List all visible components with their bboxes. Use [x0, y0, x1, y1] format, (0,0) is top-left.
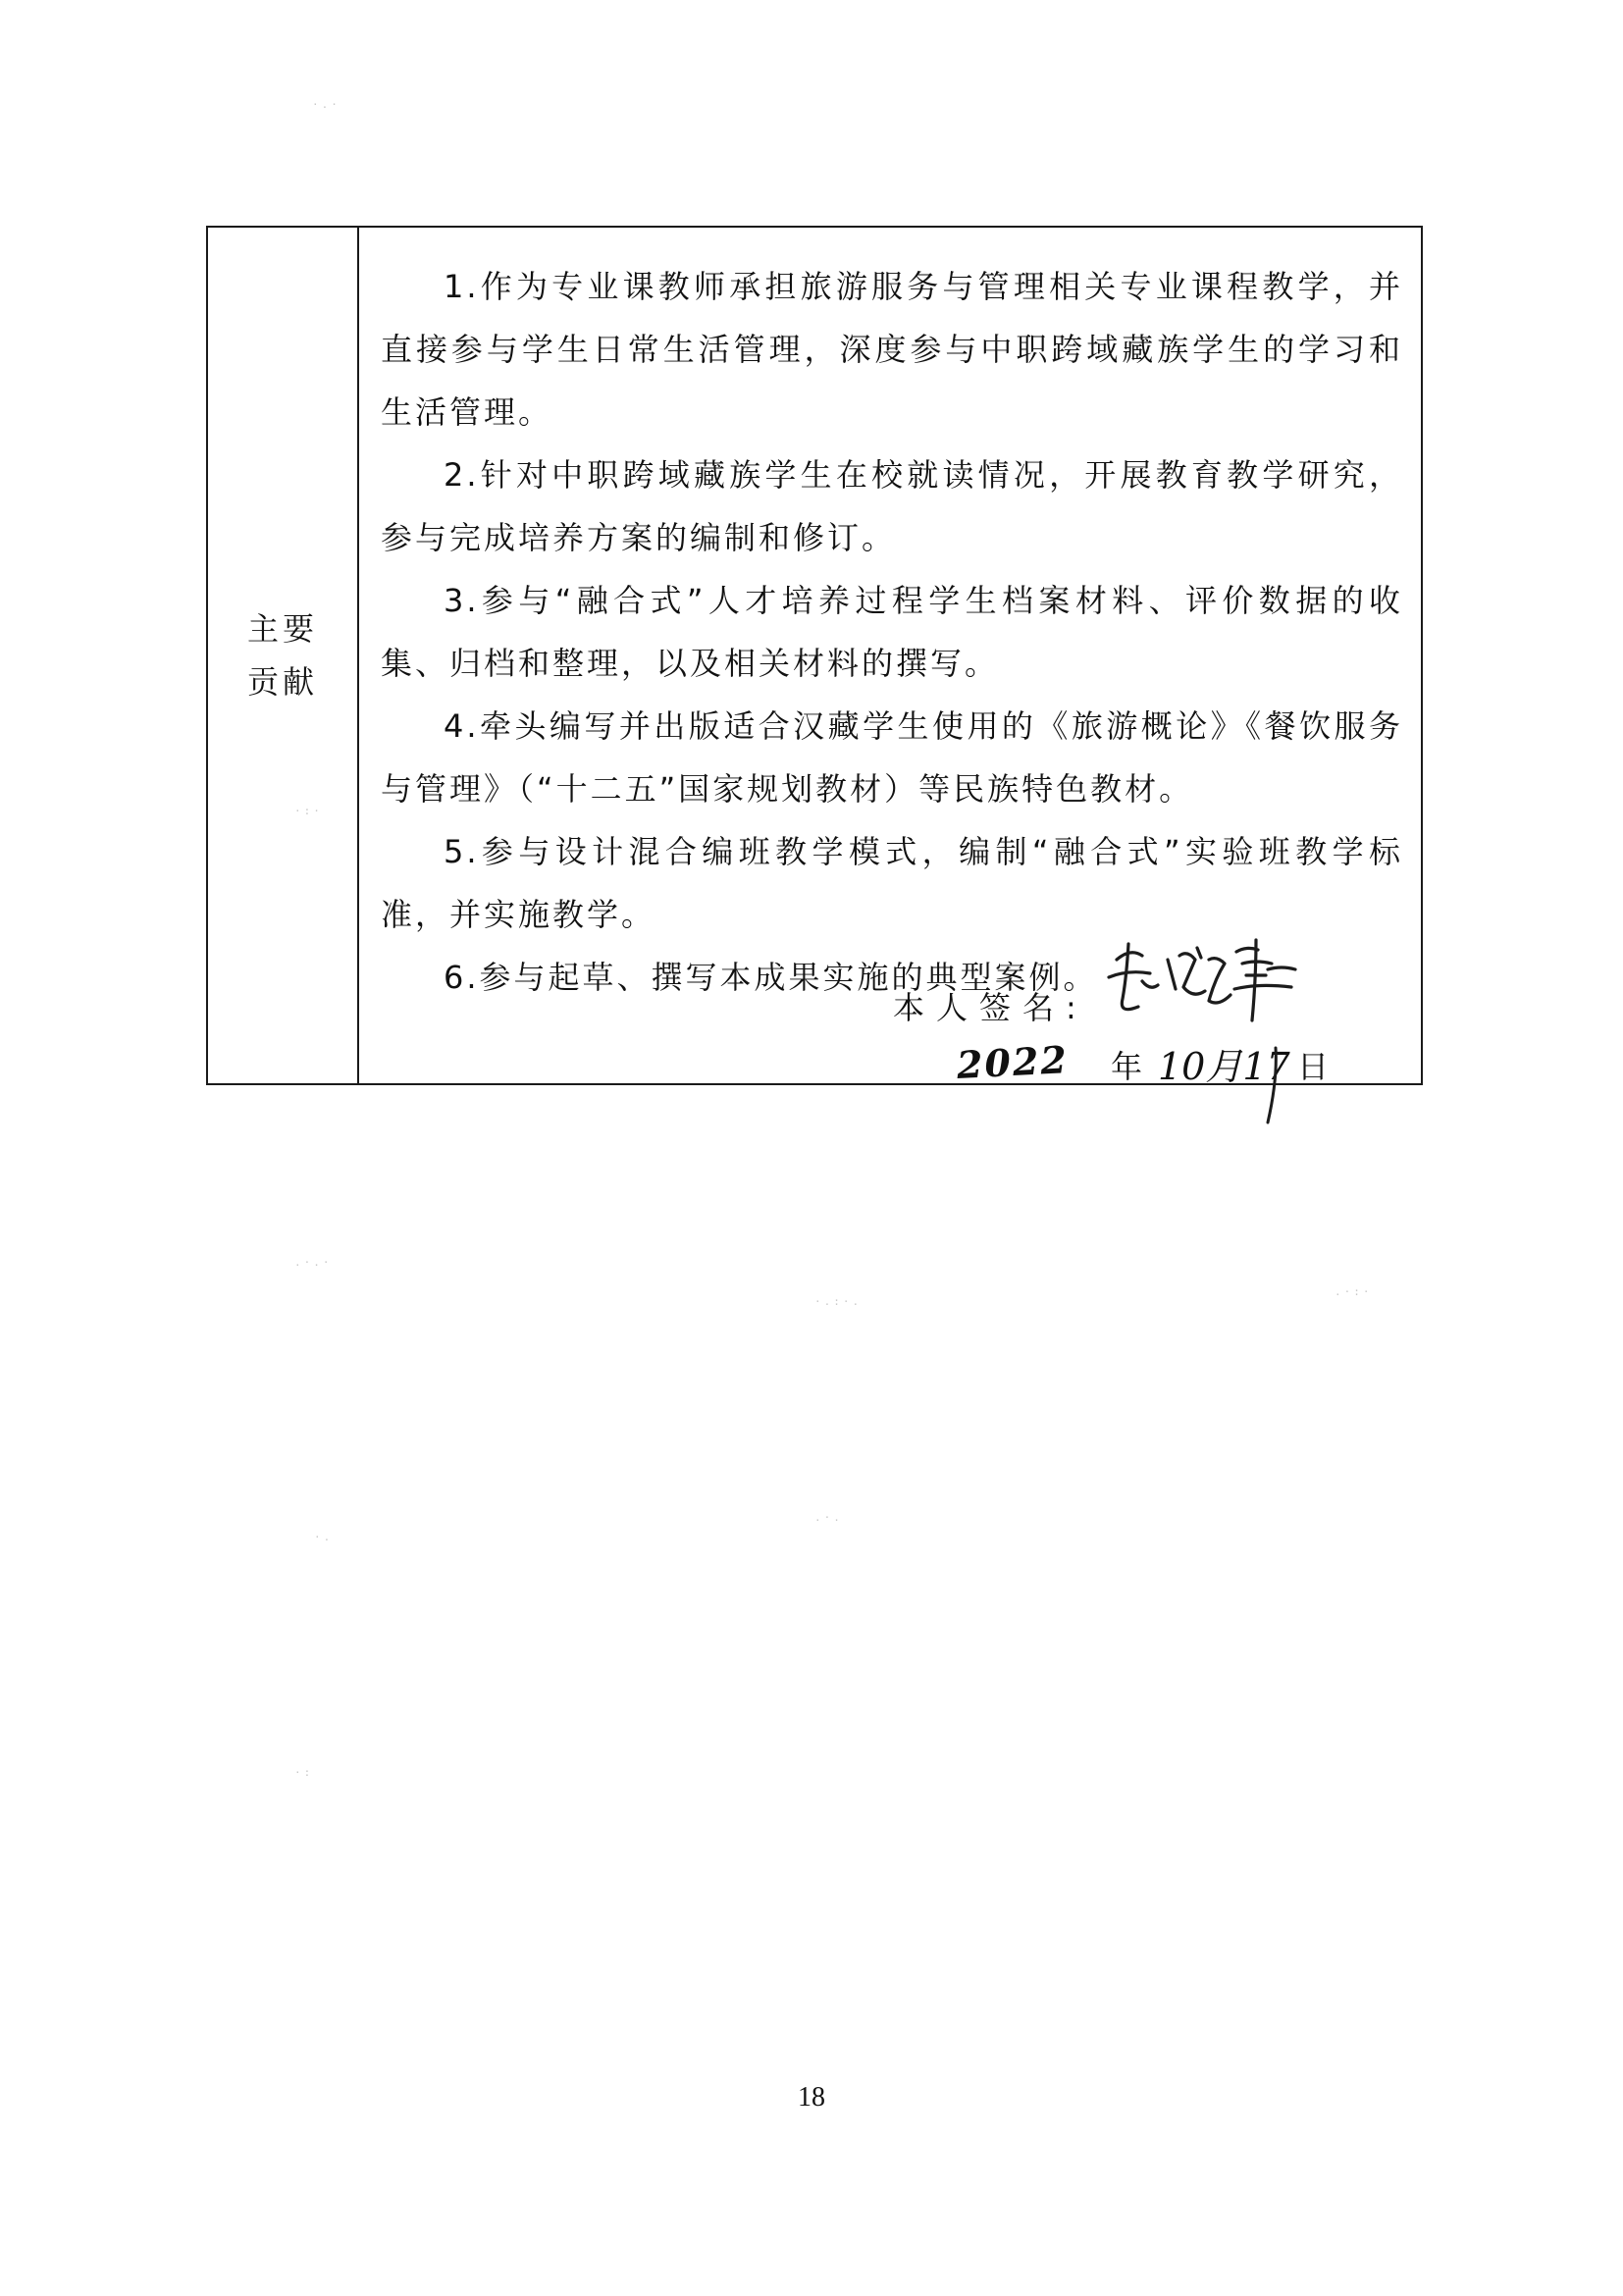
page-number: 18: [798, 2082, 825, 2113]
contribution-item-5: 5.参与设计混合编班教学模式，编制“融合式”实验班教学标准，并实施教学。: [381, 833, 1403, 933]
content-cell: [359, 228, 1421, 1083]
contribution-table: [206, 226, 1423, 1085]
contribution-item-1: 1.作为专业课教师承担旅游服务与管理相关专业课程教学，并直接参与学生日常生活管理，深度参与中职跨域藏族学生的学习和生活管理。: [381, 268, 1403, 431]
row-label: 主要贡献: [246, 610, 318, 701]
contribution-item-3: 3.参与“融合式”人才培养过程学生档案材料、评价数据的收集、归档和整理，以及相关材料的撰写。: [381, 582, 1403, 682]
contribution-list: [381, 255, 1403, 1009]
label-cell: [208, 228, 359, 1083]
contribution-item-6: 6.参与起草、撰写本成果实施的典型案例。: [444, 959, 1098, 996]
year-unit: 年: [1111, 1048, 1143, 1085]
signature-label: 本人签名:: [893, 989, 1088, 1026]
scan-speck: ·:: [294, 1766, 314, 1779]
contribution-item-2: 2.针对中职跨域藏族学生在校就读情况，开展教育教学研究，参与完成培养方案的编制和修订。: [381, 456, 1403, 556]
scan-speck: ·:·: [294, 805, 323, 817]
contribution-item-4: 4.牵头编写并出版适合汉藏学生使用的《旅游概论》《餐饮服务与管理》（“十二五”国家规划教材）等民族特色教材。: [381, 707, 1403, 808]
scan-speck: ·.·: [312, 98, 340, 111]
signature-year: 2022: [955, 1037, 1070, 1087]
scan-speck: ·.: [314, 1531, 334, 1543]
scan-speck: ·.:·.: [814, 1295, 863, 1308]
scan-speck: .·.: [814, 1511, 843, 1524]
signature-month-day: 10月17: [1158, 1045, 1290, 1088]
day-unit: 日: [1297, 1048, 1330, 1085]
scan-speck: .·.·: [294, 1256, 333, 1269]
scan-speck: .·:·: [1335, 1285, 1373, 1298]
